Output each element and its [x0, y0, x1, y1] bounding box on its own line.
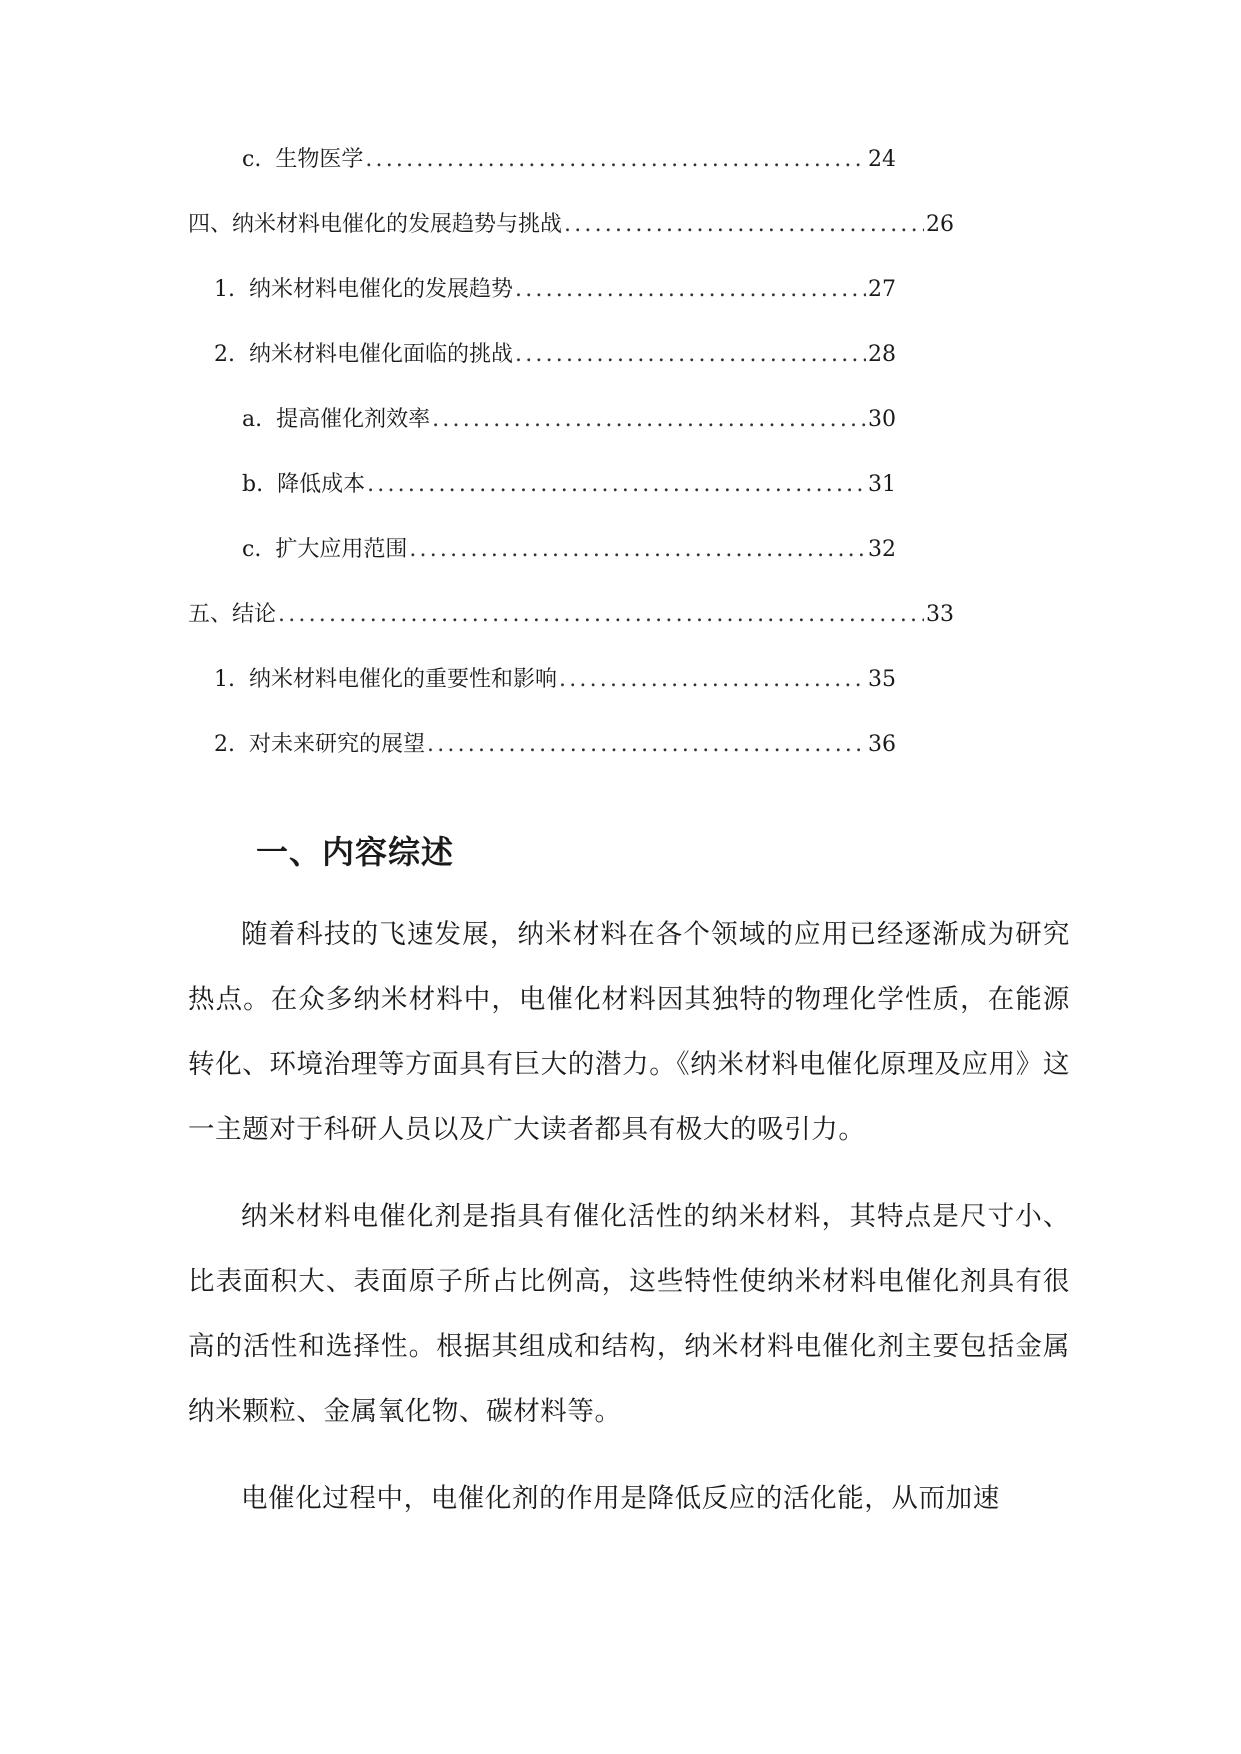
toc-dot-leader — [278, 599, 924, 631]
toc-dot-leader — [564, 209, 924, 241]
toc-entry[interactable] — [188, 144, 896, 209]
toc-dot-leader — [559, 664, 866, 696]
toc-entry-page: 31 — [868, 472, 896, 497]
toc-dot-leader — [367, 469, 866, 501]
toc-entry-title: 纳米材料电催化的重要性和影响 — [249, 667, 558, 692]
toc-entry-page: 32 — [868, 537, 896, 562]
toc-entry[interactable] — [188, 664, 896, 729]
toc-entry[interactable] — [188, 599, 954, 664]
toc-entry-title: 降低成本 — [277, 472, 366, 497]
toc-dot-leader — [432, 404, 866, 436]
toc-dot-leader — [515, 274, 866, 306]
toc-entry[interactable] — [188, 274, 896, 339]
toc-dot-leader — [515, 339, 866, 371]
toc-entry-page: 33 — [926, 602, 954, 627]
toc-entry[interactable] — [188, 534, 896, 599]
toc-entry[interactable] — [188, 339, 896, 404]
toc-entry-page: 36 — [868, 732, 896, 757]
toc-entry[interactable] — [188, 469, 896, 534]
toc-entry-marker: b. — [242, 472, 264, 497]
paragraph: 随着科技的飞速发展，纳米材料在各个领域的应用已经逐渐成为研究热点。在众多纳米材料中，电催化材料因其独特的物理化学性质，在能源转化、环境治理等方面具有巨大的潜力。《纳米材料电催化原理及应用》这一主题对于科研人员以及广大读者都具有极大的吸引力。 — [188, 919, 1070, 1145]
toc-dot-leader — [427, 729, 866, 761]
toc-entry-marker: 四、 — [188, 212, 233, 237]
toc-entry-marker: a. — [242, 407, 263, 432]
toc-entry-page: 24 — [868, 147, 896, 172]
toc-entry[interactable] — [188, 209, 954, 274]
toc-entry[interactable] — [188, 404, 896, 469]
toc-entry-title: 扩大应用范围 — [275, 537, 408, 562]
body-text — [188, 902, 1070, 1553]
paragraph: 纳米材料电催化剂是指具有催化活性的纳米材料，其特点是尺寸小、比表面积大、表面原子所占比例高，这些特性使纳米材料电催化剂具有很高的活性和选择性。根据其组成和结构，纳米材料电催化剂主要包括金属纳米颗粒、金属氧化物、碳材料等。 — [188, 1201, 1070, 1427]
toc-entry-page: 28 — [868, 342, 896, 367]
toc-dot-leader — [365, 144, 866, 176]
toc-entry-title: 提高催化剂效率 — [276, 407, 431, 432]
toc-entry-page: 26 — [926, 212, 954, 237]
toc-entry-title: 生物医学 — [275, 147, 364, 172]
toc-entry-marker: 2. — [214, 732, 235, 757]
toc-entry-marker: 2. — [214, 342, 235, 367]
toc-entry-page: 30 — [868, 407, 896, 432]
toc-entry-marker: 五、 — [188, 602, 233, 627]
toc-entry-page: 35 — [868, 667, 896, 692]
paragraph: 电催化过程中，电催化剂的作用是降低反应的活化能，从而加速 — [241, 1483, 1000, 1514]
section-heading: 一、内容综述 — [256, 833, 455, 871]
toc-entry-page: 27 — [868, 277, 896, 302]
toc-entry-title: 纳米材料电催化面临的挑战 — [249, 342, 514, 367]
toc-entry[interactable] — [188, 729, 896, 794]
toc-entry-title: 对未来研究的展望 — [249, 732, 426, 757]
toc-dot-leader — [409, 534, 866, 566]
toc-entry-marker: c. — [242, 147, 262, 172]
toc-entry-marker: c. — [242, 537, 262, 562]
toc-entry-title: 纳米材料电催化的发展趋势 — [249, 277, 514, 302]
toc-entry-title: 纳米材料电催化的发展趋势与挑战 — [232, 212, 563, 237]
table-of-contents — [188, 144, 954, 794]
toc-entry-marker: 1. — [214, 667, 235, 692]
toc-entry-title: 结论 — [232, 602, 277, 627]
toc-entry-marker: 1. — [214, 277, 235, 302]
